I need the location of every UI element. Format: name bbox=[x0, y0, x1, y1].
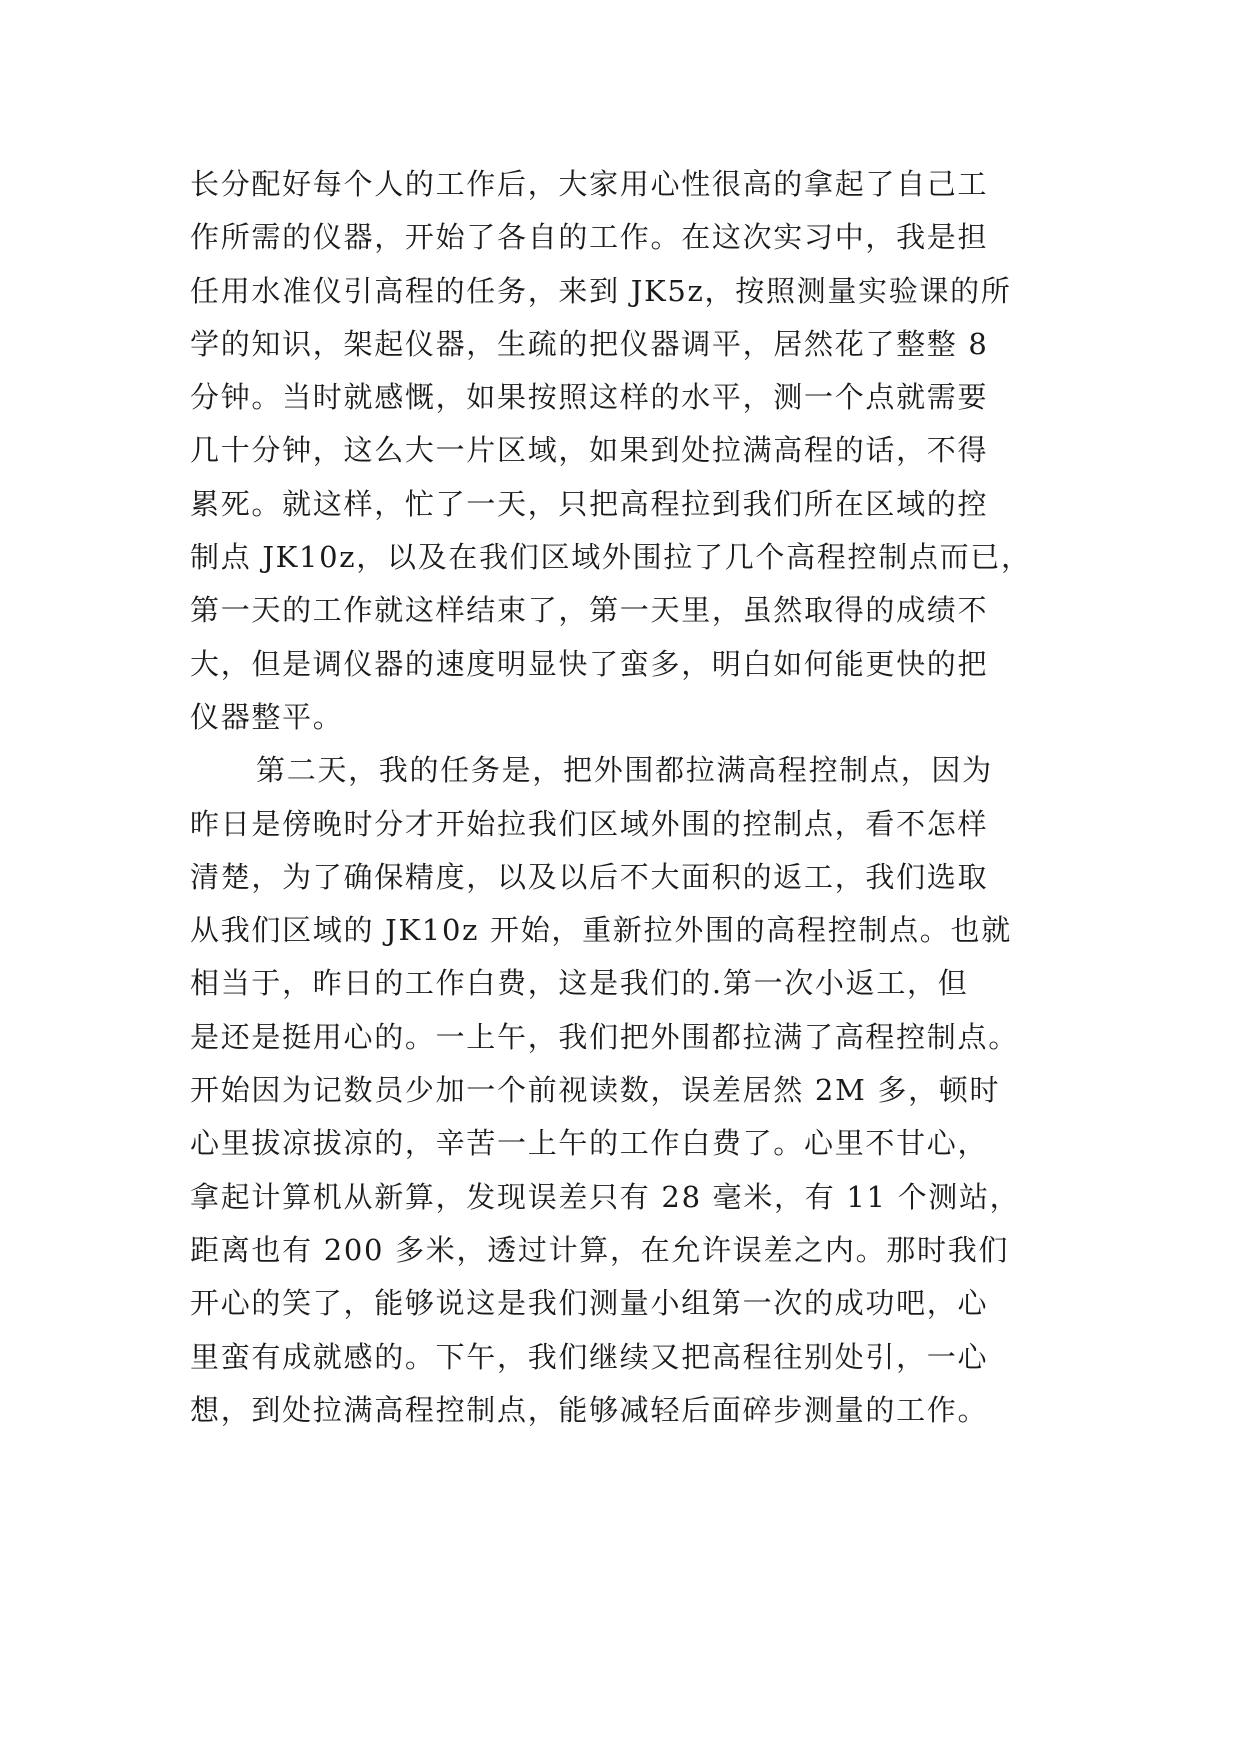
text-line: 第一天的工作就这样结束了，第一天里，虽然取得的成绩不 bbox=[190, 593, 989, 628]
text-line: 任用水准仪引高程的任务，来到 JK5z，按照测量实验课的所 bbox=[190, 273, 1012, 308]
text-line: 距离也有 200 多米，透过计算，在允许误差之内。那时我们 bbox=[190, 1232, 1010, 1267]
text-line: 相当于，昨日的工作白费，这是我们的.第一次小返工，但 bbox=[190, 966, 969, 1001]
text-line: 昨日是傍晚时分才开始拉我们区域外围的控制点，看不怎样 bbox=[190, 806, 989, 841]
text-line: 清楚，为了确保精度，以及以后不大面积的返工，我们选取 bbox=[190, 859, 989, 894]
text-line: 开始因为记数员少加一个前视读数，误差居然 2M 多，顿时 bbox=[190, 1073, 1001, 1108]
text-line: 作所需的仪器，开始了各自的工作。在这次实习中，我是担 bbox=[190, 220, 989, 255]
body-text bbox=[190, 158, 1070, 1437]
text-line: 长分配好每个人的工作后，大家用心性很高的拿起了自己工 bbox=[190, 167, 989, 201]
text-line: 分钟。当时就感慨，如果按照这样的水平，测一个点就需要 bbox=[190, 380, 989, 415]
paragraph-start-line: 第二天，我的任务是，把外围都拉满高程控制点，因为 bbox=[256, 753, 993, 788]
text-line: 几十分钟，这么大一片区域，如果到处拉满高程的话，不得 bbox=[190, 433, 989, 468]
text-line: 拿起计算机从新算，发现误差只有 28 毫米，有 11 个测站， bbox=[190, 1179, 1021, 1214]
text-line: 大，但是调仪器的速度明显快了蛮多，明白如何能更快的把 bbox=[190, 646, 989, 681]
text-line: 学的知识，架起仪器，生疏的把仪器调平，居然花了整整 8 bbox=[190, 326, 989, 361]
text-line: 心里拔凉拔凉的，辛苦一上午的工作白费了。心里不甘心， bbox=[190, 1126, 989, 1161]
text-line: 仪器整平。 bbox=[190, 699, 344, 734]
text-line: 想，到处拉满高程控制点，能够减轻后面碎步测量的工作。 bbox=[190, 1392, 989, 1427]
text-line: 开心的笑了，能够说这是我们测量小组第一次的成功吧，心 bbox=[190, 1286, 989, 1321]
text-line: 制点 JK10z，以及在我们区域外围拉了几个高程控制点而已， bbox=[190, 540, 1032, 575]
text-line: 累死。就这样，忙了一天，只把高程拉到我们所在区域的控 bbox=[190, 486, 989, 521]
text-line: 是还是挺用心的。一上午，我们把外围都拉满了高程控制点。 bbox=[190, 1019, 1019, 1054]
text-line: 里蛮有成就感的。下午，我们继续又把高程往别处引，一心 bbox=[190, 1339, 989, 1374]
text-line: 从我们区域的 JK10z 开始，重新拉外围的高程控制点。也就 bbox=[190, 913, 1012, 948]
